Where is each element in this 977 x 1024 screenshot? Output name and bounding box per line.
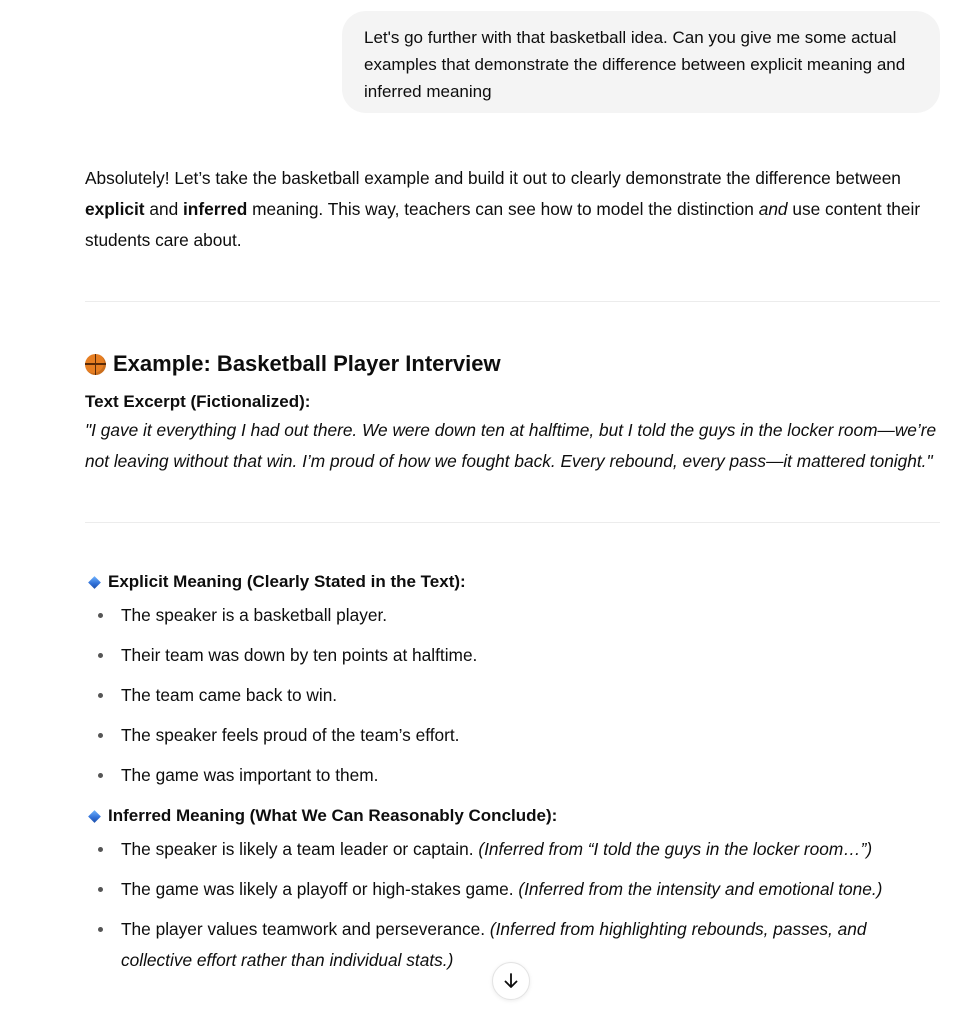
excerpt-text: "I gave it everything I had out there. We were down ten at halftime, but I told the guys in the locker room—we’re not leaving without that win. I’m proud of how we fought back. Every rebound, every pass—it mattered tonight." [85, 420, 937, 471]
explicit-list [85, 600, 940, 791]
list-item: The team came back to win. [85, 680, 940, 711]
excerpt-label: Text Excerpt (Fictionalized): [85, 392, 311, 411]
response-intro: Absolutely! Let’s take the basketball example and build it out to clearly demonstrate the difference between explicit and inferred meaning. This way, teachers can see how to model the distinction and use content their students care about. [85, 168, 921, 250]
inferred-heading: Inferred Meaning (What We Can Reasonably Conclude): [85, 804, 940, 828]
divider [85, 522, 940, 523]
inferred-list [85, 834, 940, 976]
blue-diamond-icon [88, 576, 101, 589]
arrow-down-icon [502, 972, 520, 990]
inferred-emphasis: inferred [183, 199, 248, 219]
list-item: The player values teamwork and perseverance. (Inferred from highlighting rebounds, passes, and collective effort rather than individual stats.) [85, 914, 940, 976]
list-item: The game was important to them. [85, 760, 940, 791]
user-message-bubble [342, 11, 940, 113]
inference-note: (Inferred from highlighting rebounds, passes, and collective effort rather than individual stats.) [121, 919, 867, 970]
inference-note: (Inferred from “I told the guys in the locker room…”) [478, 839, 873, 859]
list-item: The speaker is a basketball player. [85, 600, 940, 631]
list-item: The speaker feels proud of the team’s effort. [85, 720, 940, 751]
list-item: The speaker is likely a team leader or captain. (Inferred from “I told the guys in the locker room…”) [85, 834, 940, 865]
blue-diamond-icon [88, 810, 101, 823]
basketball-icon [85, 354, 106, 375]
and-emphasis: and [758, 199, 788, 219]
list-item: The game was likely a playoff or high-stakes game. (Inferred from the intensity and emotional tone.) [85, 874, 940, 905]
divider [85, 301, 940, 302]
inference-note: (Inferred from the intensity and emotional tone.) [518, 879, 883, 899]
scroll-to-bottom-button[interactable] [492, 962, 530, 1000]
example-title: Example: Basketball Player Interview [85, 349, 940, 379]
list-item: Their team was down by ten points at halftime. [85, 640, 940, 671]
explicit-emphasis: explicit [85, 199, 145, 219]
assistant-response [85, 163, 940, 985]
explicit-heading: Explicit Meaning (Clearly Stated in the Text): [85, 570, 940, 594]
user-message-text: Let's go further with that basketball idea. Can you give me some actual examples that demonstrate the difference between explicit meaning and inferred meaning [364, 28, 906, 101]
